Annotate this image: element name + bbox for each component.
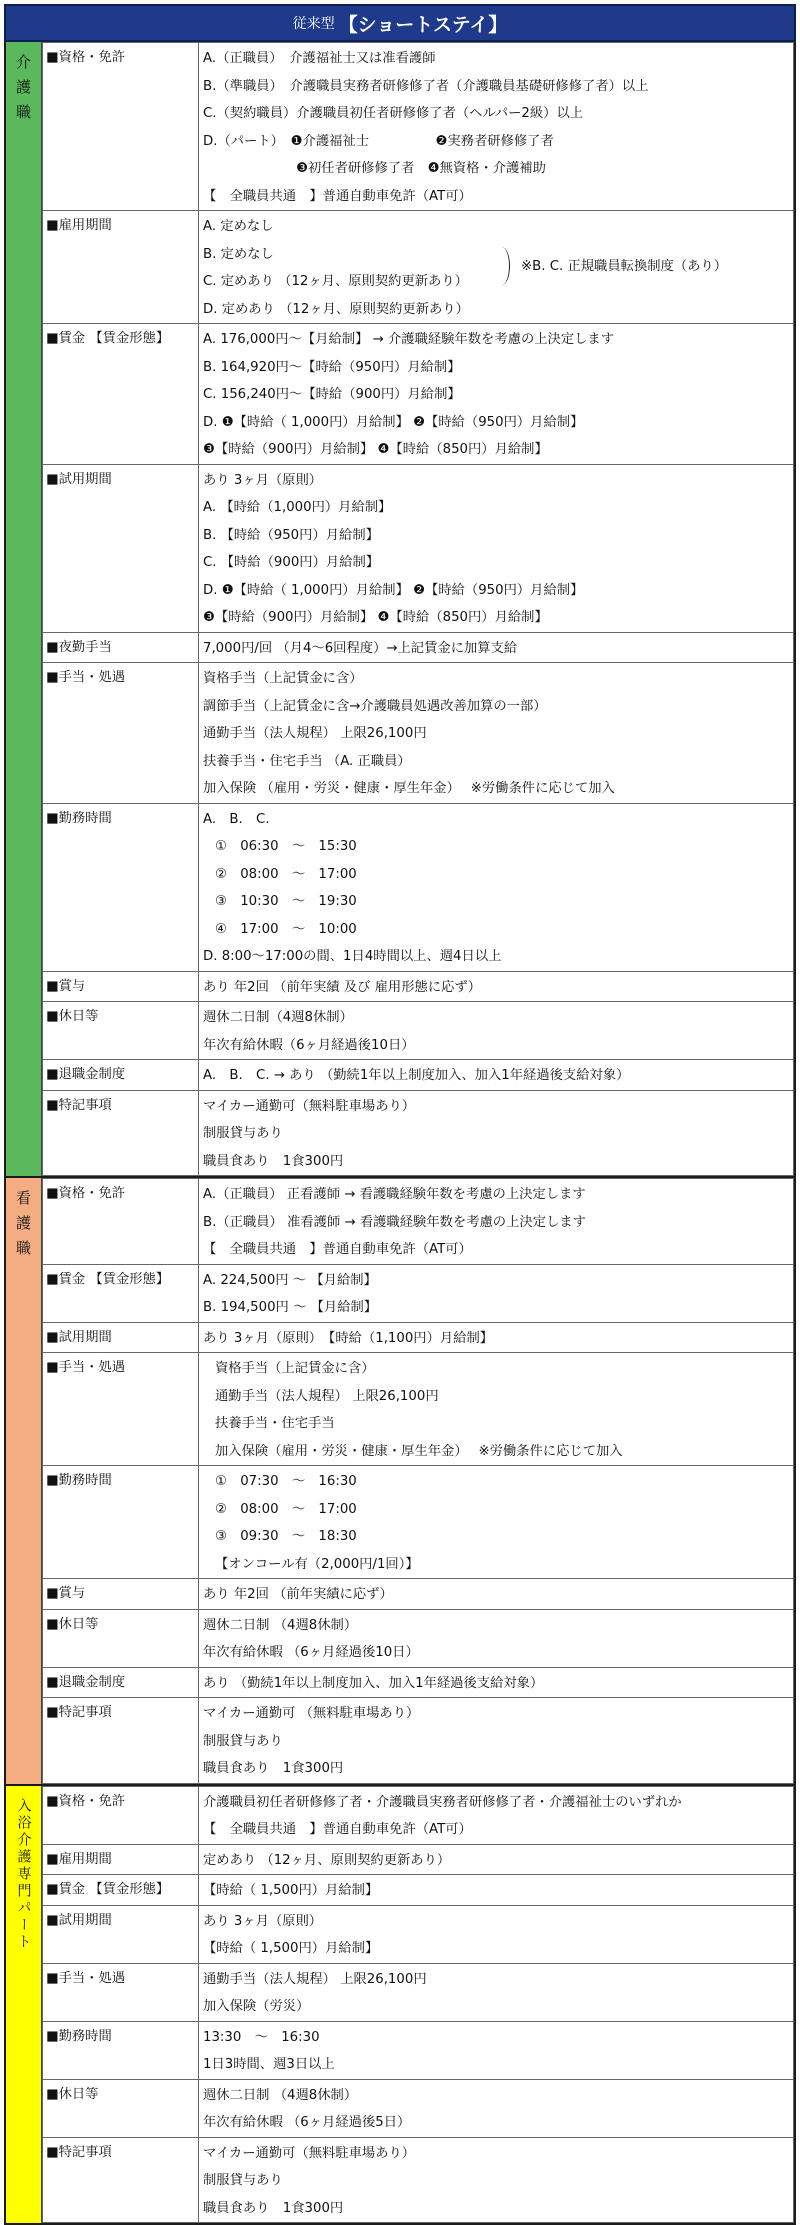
row-label: ■賃金 【賃金形態】 xyxy=(43,324,199,465)
row-value: 7,000円/回 （月4～6回程度）→上記賃金に加算支給 xyxy=(199,632,794,663)
table-row xyxy=(43,1786,794,1844)
table-row xyxy=(43,1667,794,1698)
table-row xyxy=(43,324,794,465)
row-value: マイカー通勤可 （無料駐車場あり） 制服貸与あり 職員食あり 1食300円 xyxy=(199,1698,794,1784)
row-label: ■資格・免許 xyxy=(43,1179,199,1265)
row-label: ■退職金制度 xyxy=(43,1060,199,1091)
row-label: ■勤務時間 xyxy=(43,803,199,971)
title-prefix: 従来型 xyxy=(293,13,335,33)
conversion-note: ※B. C. 正規職員転換制度（あり） xyxy=(499,239,727,294)
row-value: 13:30 ～ 16:30 1日3時間、週3日以上 xyxy=(199,2021,794,2079)
section-bath-care-part xyxy=(4,1786,796,2225)
table-row xyxy=(43,2021,794,2079)
row-label: ■特記事項 xyxy=(43,1698,199,1784)
table-row xyxy=(43,464,794,632)
table-row xyxy=(43,1698,794,1784)
row-value: ① 07:30 ～ 16:30 ② 08:00 ～ 17:00 ③ 09:30 ～ 18:30 【オンコール有（2,000円/1回）】 xyxy=(199,1466,794,1579)
row-value: マイカー通勤可（無料駐車場あり） 制服貸与あり 職員食あり 1食300円 xyxy=(199,2137,794,2223)
row-label: ■雇用期間 xyxy=(43,211,199,324)
table-row xyxy=(43,1844,794,1875)
row-label: ■雇用期間 xyxy=(43,1844,199,1875)
table-row xyxy=(43,663,794,804)
row-value: あり 3ヶ月（原則） 【時給（1,100円）月給制】 xyxy=(199,1322,794,1353)
row-label: ■試用期間 xyxy=(43,1322,199,1353)
table-row xyxy=(43,2137,794,2223)
row-value: 【時給（ 1,500円）月給制】 xyxy=(199,1875,794,1906)
row-label: ■休日等 xyxy=(43,1002,199,1060)
table-row xyxy=(43,1090,794,1176)
row-label: ■特記事項 xyxy=(43,1090,199,1176)
table-row xyxy=(43,2079,794,2137)
row-value: マイカー通勤可（無料駐車場あり） 制服貸与あり 職員食あり 1食300円 xyxy=(199,1090,794,1176)
bath-care-table xyxy=(42,1786,794,2224)
table-row xyxy=(43,803,794,971)
row-value: A. B. C. ① 06:30 ～ 15:30 ② 08:00 ～ 17:00 ③ 10:30 ～ 19:30 ④ 17:00 ～ 10:00 D. 8:00～17:00の間、1日4時間以上、週4日以上 xyxy=(199,803,794,971)
table-row xyxy=(43,1060,794,1091)
row-value: 通勤手当（法人規程） 上限26,100円 加入保険（労災） xyxy=(199,1963,794,2021)
row-label: ■賞与 xyxy=(43,1579,199,1610)
table-row xyxy=(43,632,794,663)
table-row xyxy=(43,971,794,1002)
row-value: 定めあり （12ヶ月、原則契約更新あり） xyxy=(199,1844,794,1875)
row-label: ■資格・免許 xyxy=(43,43,199,211)
row-label: ■試用期間 xyxy=(43,1905,199,1963)
row-value: 介護職員初任者研修修了者・介護職員実務者研修修了者・介護福祉士のいずれか 【 全職員共通 】普通自動車免許（AT可） xyxy=(199,1786,794,1844)
row-label: ■手当・処遇 xyxy=(43,663,199,804)
side-label-nurse: 看護職 xyxy=(6,1178,42,1784)
row-label: ■賃金 【賃金形態】 xyxy=(43,1264,199,1322)
side-label-care-worker: 介護職 xyxy=(6,42,42,1176)
row-label: ■夜勤手当 xyxy=(43,632,199,663)
row-value: 週休二日制（4週8休制） 年次有給休暇（6ヶ月経過後10日） xyxy=(199,1002,794,1060)
table-row xyxy=(43,1264,794,1322)
row-label: ■勤務時間 xyxy=(43,1466,199,1579)
row-label: ■手当・処遇 xyxy=(43,1963,199,2021)
row-label: ■試用期間 xyxy=(43,464,199,632)
row-label: ■退職金制度 xyxy=(43,1667,199,1698)
job-conditions-sheet xyxy=(4,4,796,2225)
table-row xyxy=(43,1609,794,1667)
row-label: ■賃金 【賃金形態】 xyxy=(43,1875,199,1906)
section-nurse xyxy=(4,1178,796,1786)
row-label: ■特記事項 xyxy=(43,2137,199,2223)
row-label: ■休日等 xyxy=(43,2079,199,2137)
row-value: A. 224,500円 ～ 【月給制】 B. 194,500円 ～ 【月給制】 xyxy=(199,1264,794,1322)
table-row xyxy=(43,211,794,324)
title-bar xyxy=(4,4,796,42)
row-value: 週休二日制 （4週8休制） 年次有給休暇 （6ヶ月経過後10日） xyxy=(199,1609,794,1667)
table-row xyxy=(43,1179,794,1265)
row-value: 資格手当（上記賃金に含） 通勤手当（法人規程） 上限26,100円 扶養手当・住宅手当 加入保険（雇用・労災・健康・厚生年金） ※労働条件に応じて加入 xyxy=(199,1353,794,1466)
table-row xyxy=(43,1963,794,2021)
side-label-bath-care-part: 入浴介護専門パート xyxy=(6,1786,42,2224)
row-value: あり （勤続1年以上制度加入、加入1年経過後支給対象） xyxy=(199,1667,794,1698)
row-value: A. 定めなし B. 定めなし C. 定めあり （12ヶ月、原則契約更新あり） D. 定めあり （12ヶ月、原則契約更新あり） ※B. C. 正規職員転換制度（あり） xyxy=(199,211,794,324)
row-value: 資格手当（上記賃金に含） 調節手当（上記賃金に含→介護職員処遇改善加算の一部） 通勤手当（法人規程） 上限26,100円 扶養手当・住宅手当 （A. 正職員） 加入保険 （雇用・労災・健康・厚生年金） ※労働条件に応じて加入 xyxy=(199,663,794,804)
row-value: あり 3ヶ月（原則） 【時給（ 1,500円）月給制】 xyxy=(199,1905,794,1963)
table-row xyxy=(43,1002,794,1060)
row-value: あり 年2回 （前年実績に応ず） xyxy=(199,1579,794,1610)
row-value: 週休二日制 （4週8休制） 年次有給休暇 （6ヶ月経過後5日） xyxy=(199,2079,794,2137)
row-value: A.（正職員） 介護福祉士又は准看護師 B.（準職員） 介護職員実務者研修修了者（介護職員基礎研修修了者）以上 C.（契約職員）介護職員初任者研修修了者（ヘルパー2級）以上 D.（パート） ❶介護福祉士 ❷実務者研修修了者 ❸初任者研修修了者 ❹無資格・介護補助 【 全職員共通 】普通自動車免許（AT可） xyxy=(199,43,794,211)
table-row xyxy=(43,1353,794,1466)
row-label: ■賞与 xyxy=(43,971,199,1002)
row-value: あり 年2回 （前年実績 及び 雇用形態に応ず） xyxy=(199,971,794,1002)
table-row xyxy=(43,1875,794,1906)
section-care-worker xyxy=(4,42,796,1178)
row-label: ■資格・免許 xyxy=(43,1786,199,1844)
row-value: A. B. C. → あり （勤続1年以上制度加入、加入1年経過後支給対象） xyxy=(199,1060,794,1091)
row-label: ■勤務時間 xyxy=(43,2021,199,2079)
nurse-table xyxy=(42,1178,794,1784)
row-value: あり 3ヶ月（原則） A. 【時給（1,000円）月給制】 B. 【時給（950円）月給制】 C. 【時給（900円）月給制】 D. ❶【時給（ 1,000円）月給制】 ❷【時給（950円）月給制】 ❸【時給（900円）月給制】 ❹【時給（850円）月給制】 xyxy=(199,464,794,632)
row-label: ■休日等 xyxy=(43,1609,199,1667)
care-worker-table xyxy=(42,42,794,1176)
row-label: ■手当・処遇 xyxy=(43,1353,199,1466)
table-row xyxy=(43,1322,794,1353)
table-row xyxy=(43,1466,794,1579)
title-main: 【ショートステイ】 xyxy=(339,10,508,37)
row-value: A. 176,000円～【月給制】 → 介護職経験年数を考慮の上決定します B. 164,920円～【時給（950円）月給制】 C. 156,240円～【時給（900円）月給制】 D. ❶【時給（ 1,000円）月給制】 ❷【時給（950円）月給制】 ❸【時給（900円）月給制】 ❹【時給（850円）月給制】 xyxy=(199,324,794,465)
row-value: A.（正職員） 正看護師 → 看護職経験年数を考慮の上決定します B.（正職員） 准看護師 → 看護職経験年数を考慮の上決定します 【 全職員共通 】普通自動車免許（AT可） xyxy=(199,1179,794,1265)
table-row xyxy=(43,1905,794,1963)
table-row xyxy=(43,43,794,211)
table-row xyxy=(43,1579,794,1610)
